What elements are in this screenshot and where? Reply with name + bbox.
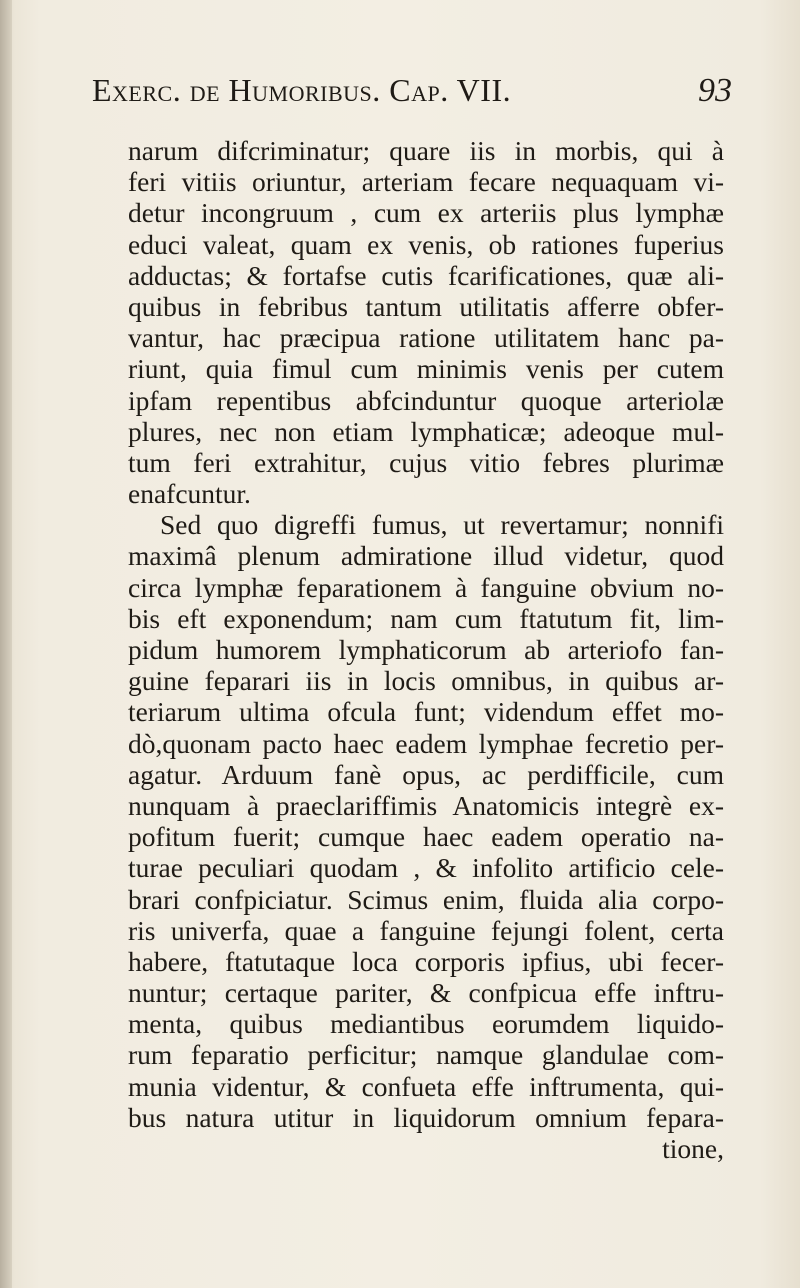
- text-line: nunquam à praeclariffimis Anatomicis integrè ex-: [128, 789, 724, 821]
- catchword-line: tione,: [662, 1133, 724, 1164]
- text-line: maximâ plenum admiratione illud videtur, quod: [128, 540, 724, 572]
- page-binding-edge: [0, 0, 12, 1288]
- body-text: [128, 135, 724, 1164]
- text-line: vantur, hac præcipua ratione utilitatem hanc pa-: [128, 322, 724, 354]
- text-line: detur incongruum , cum ex arteriis plus lymphæ: [128, 197, 724, 229]
- text-line: teriarum ultima ofcula funt; videndum effet mo-: [128, 696, 724, 728]
- text-line: habere, ftatutaque loca corporis ipfius, ubi fecer-: [128, 945, 724, 977]
- text-line: feri vitiis oriuntur, arteriam fecare nequaquam vi-: [128, 166, 724, 198]
- text-line: menta, quibus mediantibus eorumdem liquido-: [128, 1008, 724, 1040]
- text-line: munia videntur, & confueta effe inftrumenta, qui-: [128, 1070, 724, 1102]
- text-line: tum feri extrahitur, cujus vitio febres plurimæ: [128, 446, 724, 478]
- text-line: turae peculiari quodam , & infolito artificio cele-: [128, 852, 724, 884]
- text-line: agatur. Arduum fanè opus, ac perdifficile, cum: [128, 758, 724, 790]
- page-number: 93: [698, 72, 732, 109]
- text-line: rum feparatio perficitur; namque glandulae com-: [128, 1039, 724, 1071]
- text-line: educi valeat, quam ex venis, ob rationes fuperius: [128, 228, 724, 260]
- paragraph-end-line: enafcuntur.: [128, 478, 251, 510]
- running-head: [92, 72, 732, 120]
- text-line: bis eft exponendum; nam cum ftatutum fit, lim-: [128, 602, 724, 634]
- text-line: plures, nec non etiam lymphaticæ; adeoque mul-: [128, 415, 724, 447]
- text-line: narum difcriminatur; quare iis in morbis, qui à: [128, 135, 724, 166]
- text-line: circa lymphæ feparationem à fanguine obvium no-: [128, 571, 724, 603]
- text-line: quibus in febribus tantum utilitatis afferre obfer-: [128, 290, 724, 322]
- page-title: Exerc. de Humoribus. Cap. VII.: [92, 72, 512, 108]
- text-line: bus natura utitur in liquidorum omnium fepara-: [128, 1101, 724, 1133]
- text-line: adductas; & fortafse cutis fcarificationes, quæ ali-: [128, 259, 724, 291]
- text-line: nuntur; certaque pariter, & confpicua effe inftru-: [128, 977, 724, 1009]
- text-line: brari confpiciatur. Scimus enim, fluida alia corpo-: [128, 883, 724, 915]
- text-line: ipfam repentibus abfcinduntur quoque arteriolæ: [128, 384, 724, 416]
- text-line: riunt, quia fimul cum minimis venis per cutem: [128, 353, 724, 385]
- text-line: ris univerfa, quae a fanguine fejungi folent, certa: [128, 914, 724, 946]
- text-line: guine feparari iis in locis omnibus, in quibus ar-: [128, 665, 724, 697]
- text-line: dò,quonam pacto haec eadem lymphae fecretio per-: [128, 727, 724, 759]
- paragraph-start-line: Sed quo digreffi fumus, ut revertamur; nonnifi: [160, 509, 724, 541]
- text-line: pofitum fuerit; cumque haec eadem operatio na-: [128, 821, 724, 853]
- text-line: pidum humorem lymphaticorum ab arteriofo fan-: [128, 634, 724, 665]
